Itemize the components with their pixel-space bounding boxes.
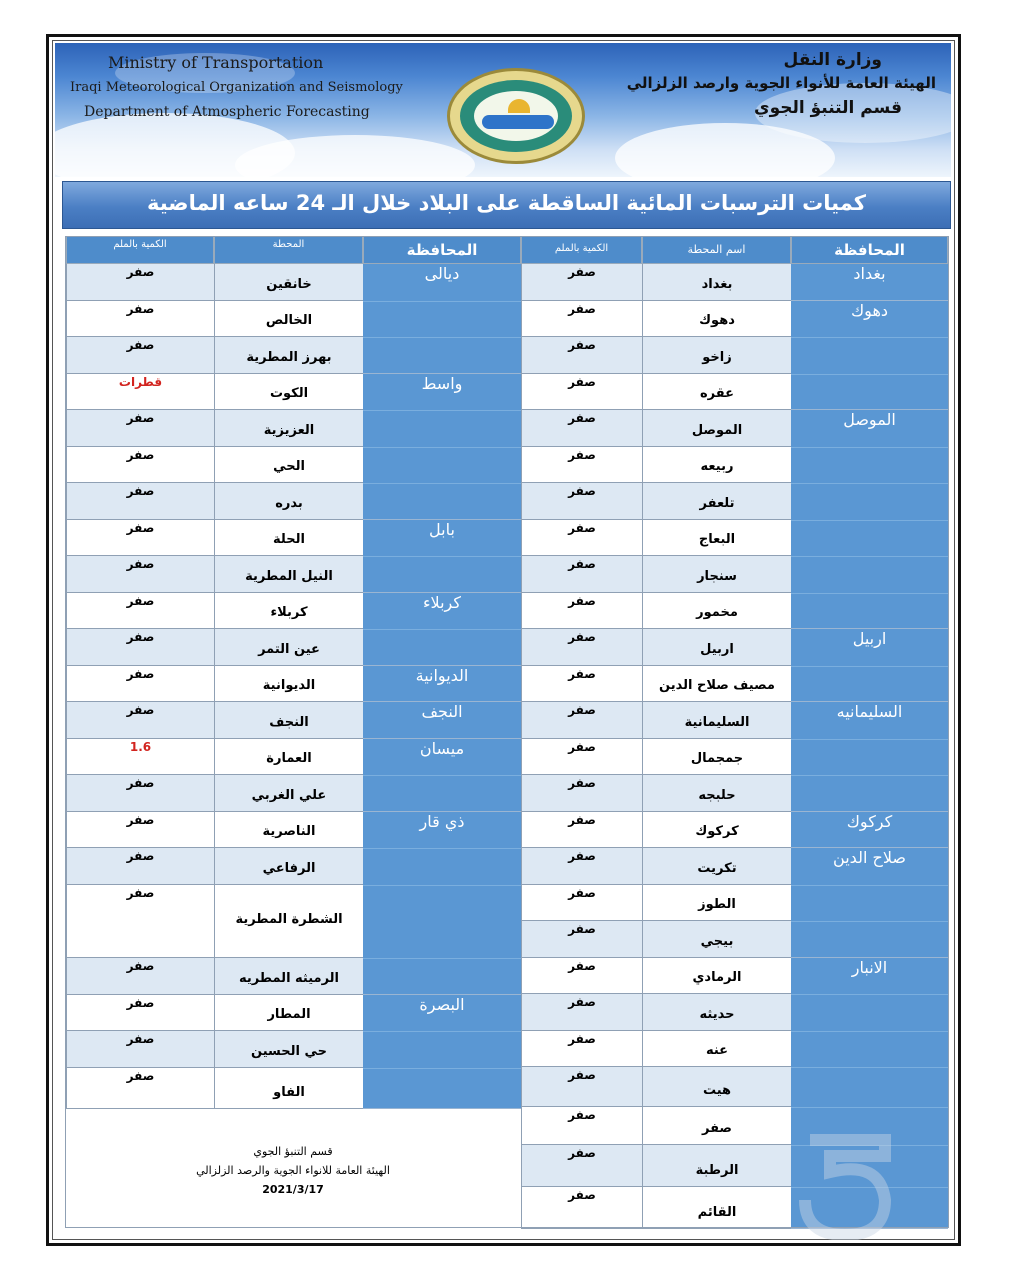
ministry-name-en: Ministry of Transportation (108, 53, 324, 72)
station-cell-left (214, 775, 363, 812)
precip-amount: صفر (126, 996, 155, 1010)
amount-cell-left (66, 812, 214, 848)
amount-cell-right (521, 447, 642, 483)
precip-amount: صفر (568, 630, 596, 644)
station-name: دهوك (699, 313, 735, 328)
precip-amount: صفر (126, 813, 155, 827)
precip-amount: صفر (568, 776, 596, 790)
amount-cell-right (521, 885, 642, 921)
precip-amount: صفر (568, 448, 596, 462)
station-cell-right (642, 1145, 791, 1187)
amount-cell-left (66, 264, 214, 301)
precip-amount: قطرات (118, 375, 163, 389)
amount-cell-left (66, 1068, 214, 1109)
precip-amount: صفر (568, 594, 596, 608)
province-name: ميسان (419, 739, 465, 758)
station-cell-right (642, 264, 791, 301)
station-name: القائم (697, 1205, 737, 1220)
report-footer (66, 1110, 520, 1238)
station-name: النيل المطرية (245, 569, 333, 584)
station-name: جمجمال (690, 751, 744, 766)
precip-amount: صفر (568, 302, 596, 316)
station-name: حلبجه (698, 788, 736, 803)
station-name: البعاج (698, 532, 736, 547)
amount-cell-right (521, 301, 642, 337)
station-name: بيجي (700, 934, 734, 949)
province-cell-left (363, 702, 521, 739)
station-cell-left (214, 885, 363, 958)
station-cell-left (214, 1031, 363, 1068)
station-cell-left (214, 593, 363, 629)
amount-cell-left (66, 593, 214, 629)
station-name: العمارة (266, 751, 312, 766)
precip-amount: صفر (568, 886, 596, 900)
amount-cell-right (521, 593, 642, 629)
station-name: الرميثه المطريه (238, 971, 340, 986)
province-name: الموصل (843, 410, 896, 429)
amount-cell-left (66, 666, 214, 702)
station-name: الحلة (273, 532, 305, 547)
station-name: ربيعه (700, 459, 734, 474)
station-cell-right (642, 1187, 791, 1229)
amount-cell-left (66, 885, 214, 958)
province-cell-left (363, 520, 521, 593)
station-cell-right (642, 410, 791, 447)
station-cell-left (214, 301, 363, 337)
precip-amount: صفر (568, 959, 596, 973)
province-cell-left (363, 995, 521, 1109)
station-name: الرفاعي (262, 861, 316, 876)
station-name: عنه (705, 1043, 729, 1058)
station-cell-right (642, 301, 791, 337)
amount-cell-right (521, 1107, 642, 1145)
province-name: الانبار (851, 958, 888, 977)
precip-amount: صفر (568, 411, 596, 425)
province-name: صلاح الدين (833, 848, 906, 867)
station-name: صفر (701, 1121, 732, 1136)
station-name: تكريت (697, 861, 737, 876)
station-name: الموصل (691, 423, 743, 438)
header-province-right: المحافظة (791, 236, 948, 264)
header-station-left: المحطة (214, 236, 363, 264)
amount-cell-right (521, 702, 642, 739)
station-cell-right (642, 739, 791, 775)
station-cell-left (214, 739, 363, 775)
station-cell-left (214, 1068, 363, 1109)
station-name: بغداد (701, 277, 733, 292)
ministry-name-ar: وزارة النقل (783, 50, 882, 70)
station-cell-right (642, 775, 791, 812)
station-cell-left (214, 556, 363, 593)
report-title: كميات الترسبات المائية الساقطة على البلاد خلال الـ 24 ساعه الماضية (146, 191, 867, 215)
amount-cell-left (66, 629, 214, 666)
station-cell-right (642, 374, 791, 410)
province-cell-left (363, 666, 521, 702)
station-name: كركوك (695, 824, 739, 839)
province-name: السليمانيه (836, 702, 903, 721)
province-name: الديوانية (415, 666, 469, 685)
station-cell-right (642, 337, 791, 374)
precip-amount: صفر (568, 1108, 596, 1122)
station-cell-right (642, 921, 791, 958)
amount-cell-left (66, 520, 214, 556)
station-cell-right (642, 994, 791, 1031)
precip-amount: صفر (568, 667, 596, 681)
station-name: الديوانية (262, 678, 316, 693)
precip-amount: صفر (568, 849, 596, 863)
station-cell-left (214, 666, 363, 702)
station-cell-left (214, 483, 363, 520)
station-name: الطوز (698, 897, 736, 912)
amount-cell-left (66, 374, 214, 410)
station-name: بدره (275, 496, 303, 511)
precip-amount: صفر (126, 667, 155, 681)
station-name: الفاو (273, 1085, 305, 1100)
footer-department: قسم التنبؤ الجوي (253, 1145, 333, 1158)
header-amount-right: الكمية بالملم (521, 236, 642, 264)
amount-cell-right (521, 848, 642, 885)
province-cell-right (791, 629, 948, 702)
station-name: سنجار (697, 569, 737, 584)
precip-amount: صفر (126, 302, 155, 316)
province-name: ديالى (424, 264, 460, 283)
amount-cell-right (521, 1067, 642, 1107)
station-name: علي الغربي (251, 788, 327, 803)
station-name: الخالص (265, 313, 313, 328)
amount-cell-left (66, 556, 214, 593)
province-name: كربلاء (423, 593, 461, 612)
organization-name-ar: الهيئة العامة للأنواء الجوية وارصد الزلزالي (626, 74, 936, 92)
precip-amount: صفر (126, 959, 155, 973)
station-name: عين التمر (258, 642, 320, 657)
precip-amount: صفر (126, 703, 155, 717)
report-date: 2021/3/17 (262, 1183, 324, 1196)
province-cell-left (363, 739, 521, 812)
station-name: حي الحسين (251, 1044, 327, 1059)
precip-amount: صفر (568, 813, 596, 827)
amount-cell-right (521, 994, 642, 1031)
province-cell-left (363, 374, 521, 520)
department-name-ar: قسم التنبؤ الجوي (754, 98, 902, 118)
province-name: كركوك (846, 812, 893, 831)
header-amount-left: الكمية بالملم (66, 236, 214, 264)
amount-cell-left (66, 447, 214, 483)
station-name: كربلاء (270, 605, 308, 620)
precip-amount: صفر (126, 521, 155, 535)
station-name: اربيل (700, 642, 734, 657)
province-name: النجف (421, 702, 463, 721)
amount-cell-right (521, 337, 642, 374)
precip-amount: 1.6 (129, 740, 152, 754)
station-cell-right (642, 812, 791, 848)
precip-amount: صفر (126, 411, 155, 425)
precip-amount: صفر (126, 1069, 155, 1083)
station-cell-right (642, 483, 791, 520)
province-name: البصرة (419, 995, 465, 1014)
station-cell-left (214, 264, 363, 301)
province-cell-right (791, 812, 948, 848)
station-name: النجف (269, 715, 309, 730)
station-name: حديثه (699, 1007, 735, 1022)
precip-amount: صفر (568, 740, 596, 754)
station-name: المطار (267, 1007, 311, 1022)
amount-cell-right (521, 374, 642, 410)
station-cell-right (642, 447, 791, 483)
amount-cell-left (66, 958, 214, 995)
station-cell-right (642, 1067, 791, 1107)
precip-amount: صفر (568, 557, 596, 571)
amount-cell-right (521, 666, 642, 702)
amount-cell-right (521, 958, 642, 994)
province-cell-left (363, 264, 521, 374)
station-cell-right (642, 593, 791, 629)
precip-amount: صفر (568, 1146, 596, 1160)
station-name: العزيزية (263, 423, 315, 438)
watermark-logo (790, 1130, 900, 1240)
station-cell-left (214, 629, 363, 666)
precip-amount: صفر (568, 265, 596, 279)
amount-cell-right (521, 775, 642, 812)
precip-amount: صفر (126, 886, 155, 900)
province-cell-left (363, 593, 521, 666)
amount-cell-left (66, 483, 214, 520)
station-name: عقره (700, 386, 734, 401)
station-cell-left (214, 410, 363, 447)
province-name: واسط (421, 374, 463, 393)
province-cell-right (791, 301, 948, 410)
station-cell-left (214, 848, 363, 885)
station-cell-left (214, 702, 363, 739)
province-name: دهوك (850, 301, 888, 320)
header-station-right: اسم المحطة (642, 236, 791, 264)
amount-cell-left (66, 995, 214, 1031)
amount-cell-right (521, 1187, 642, 1229)
station-name: مصيف صلاح الدين (659, 678, 775, 693)
station-cell-right (642, 556, 791, 593)
precip-amount: صفر (568, 375, 596, 389)
station-cell-right (642, 520, 791, 556)
precip-amount: صفر (126, 484, 155, 498)
precip-amount: صفر (568, 995, 596, 1009)
amount-cell-left (66, 337, 214, 374)
station-name: بهرز المطرية (246, 350, 332, 365)
station-name: تلعفر (699, 496, 735, 511)
precip-amount: صفر (126, 630, 155, 644)
precip-amount: صفر (126, 338, 155, 352)
station-cell-left (214, 374, 363, 410)
station-cell-left (214, 812, 363, 848)
amount-cell-right (521, 629, 642, 666)
province-name: بابل (429, 520, 455, 539)
amount-cell-left (66, 848, 214, 885)
amount-cell-right (521, 1145, 642, 1187)
station-name: زاخو (702, 350, 732, 365)
amount-cell-left (66, 775, 214, 812)
precip-amount: صفر (568, 521, 596, 535)
station-cell-right (642, 848, 791, 885)
station-name: الكوت (269, 386, 309, 401)
precip-amount: صفر (126, 265, 155, 279)
precip-amount: صفر (568, 484, 596, 498)
precip-amount: صفر (126, 448, 155, 462)
precip-amount: صفر (126, 594, 155, 608)
amount-cell-right (521, 264, 642, 301)
precip-amount: صفر (126, 1032, 155, 1046)
station-name: السليمانية (684, 715, 750, 730)
station-cell-left (214, 520, 363, 556)
station-name: مخمور (696, 605, 738, 620)
station-name: الحي (273, 459, 305, 474)
amount-cell-left (66, 739, 214, 775)
amount-cell-right (521, 520, 642, 556)
precip-amount: صفر (568, 1188, 596, 1202)
precip-amount: صفر (568, 1032, 596, 1046)
amount-cell-right (521, 739, 642, 775)
station-name: الرمادي (692, 970, 742, 985)
province-cell-left (363, 812, 521, 995)
amount-cell-left (66, 702, 214, 739)
precip-amount: صفر (126, 776, 155, 790)
amount-cell-left (66, 410, 214, 447)
precip-amount: صفر (568, 922, 596, 936)
precip-amount: صفر (568, 703, 596, 717)
department-name-en: Department of Atmospheric Forecasting (84, 104, 370, 120)
amount-cell-right (521, 410, 642, 447)
amount-cell-right (521, 1031, 642, 1067)
precip-amount: صفر (568, 338, 596, 352)
province-cell-right (791, 264, 948, 301)
province-name: ذي قار (419, 812, 465, 831)
station-cell-right (642, 958, 791, 994)
precip-amount: صفر (126, 849, 155, 863)
header-province-left: المحافظة (363, 236, 521, 264)
amount-cell-left (66, 301, 214, 337)
station-cell-left (214, 995, 363, 1031)
station-cell-right (642, 1031, 791, 1067)
station-name: الشطرة المطرية (235, 912, 343, 927)
station-cell-right (642, 629, 791, 666)
precip-amount: صفر (568, 1068, 596, 1082)
amount-cell-right (521, 921, 642, 958)
precip-amount: صفر (126, 557, 155, 571)
province-name: بغداد (853, 264, 886, 283)
station-name: الناصرية (262, 824, 316, 839)
province-name: اربيل (852, 629, 887, 648)
station-cell-left (214, 958, 363, 995)
station-cell-left (214, 337, 363, 374)
footer-organization: الهيئة العامة للانواء الجوية والرصد الزلزالي (196, 1164, 390, 1177)
province-cell-right (791, 410, 948, 629)
organization-name-en: Iraqi Meteorological Organization and Seismology (70, 80, 403, 95)
amount-cell-right (521, 483, 642, 520)
station-cell-left (214, 447, 363, 483)
station-cell-right (642, 666, 791, 702)
province-cell-right (791, 848, 948, 958)
report-title-bar (62, 181, 951, 229)
organization-logo (447, 68, 585, 164)
station-cell-right (642, 702, 791, 739)
station-name: هيت (702, 1083, 732, 1098)
station-name: خانقين (266, 277, 312, 292)
amount-cell-right (521, 556, 642, 593)
station-name: الرطبة (695, 1163, 739, 1178)
station-cell-right (642, 1107, 791, 1145)
province-cell-right (791, 702, 948, 812)
station-cell-right (642, 885, 791, 921)
amount-cell-left (66, 1031, 214, 1068)
amount-cell-right (521, 812, 642, 848)
